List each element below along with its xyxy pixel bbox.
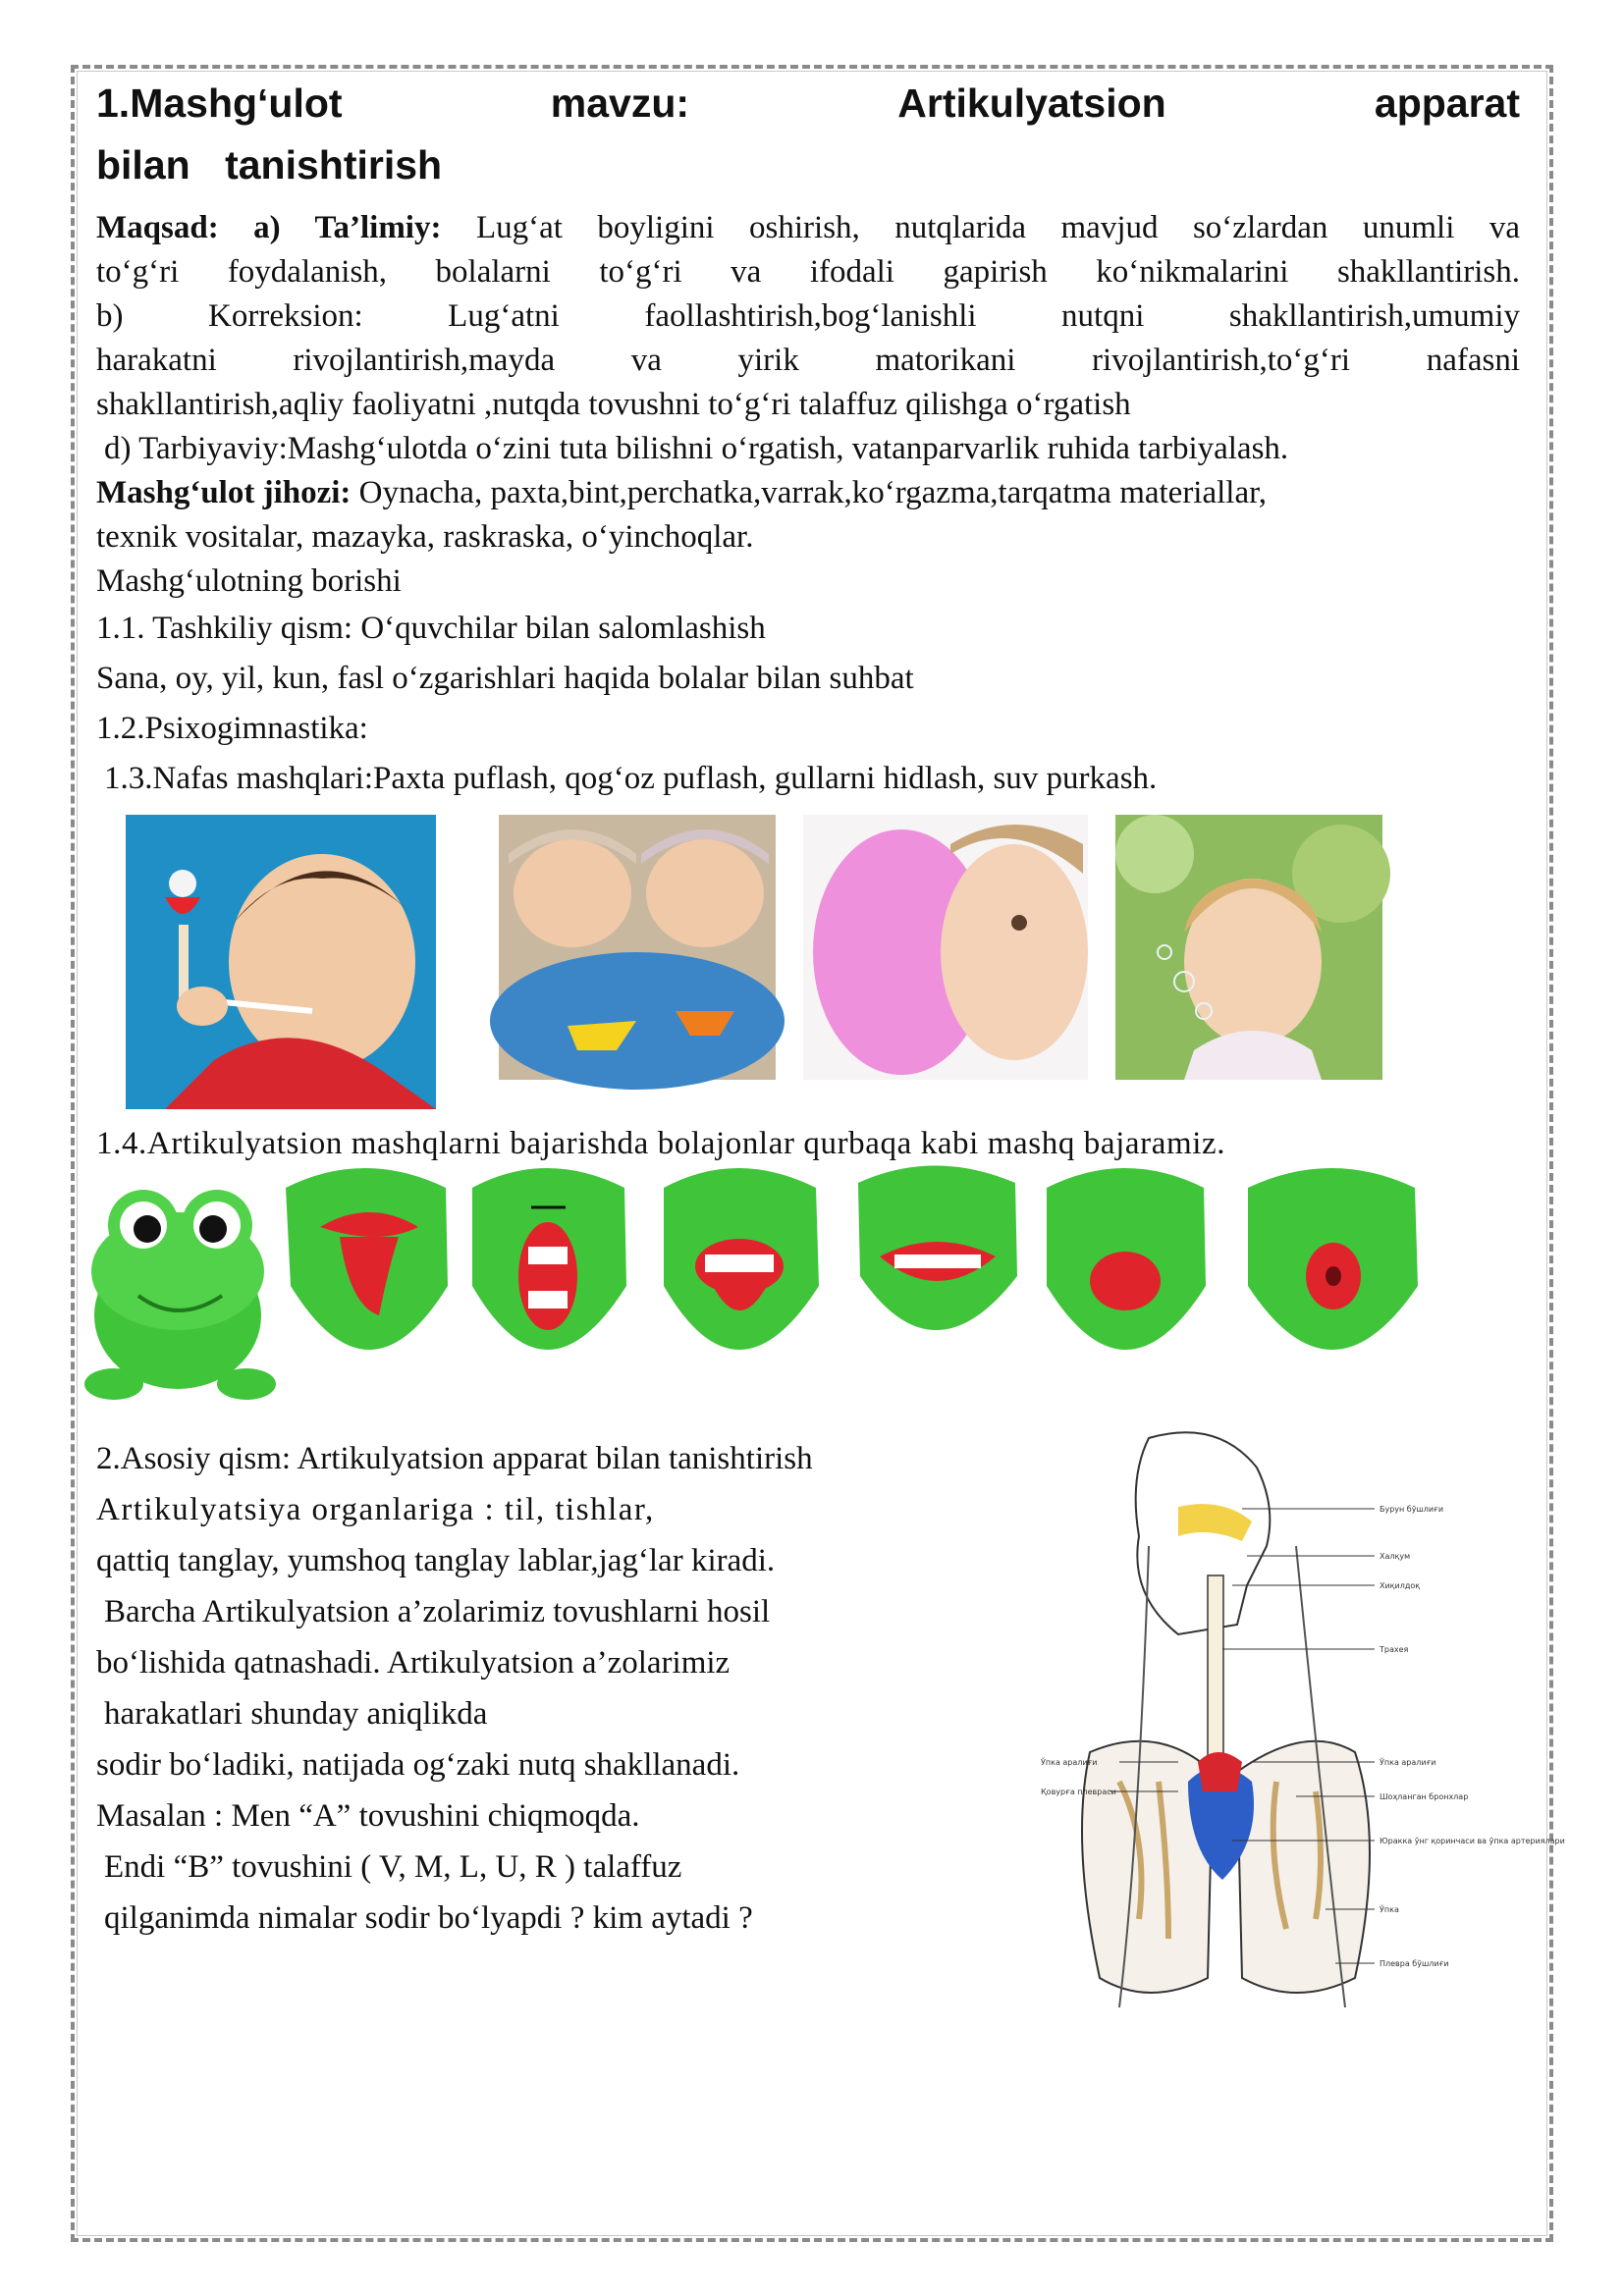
goal-text: Lug‘at boyligini oshirish, nutqlarida mavjud so‘zlardan unumli va [475,210,1520,245]
main-line: Barcha Artikulyatsion a’zolarimiz tovushlarni hosil [104,1594,771,1629]
diagram-label: Ўпка аралиғи [1380,1758,1436,1767]
exercise-card-open-mouth [472,1168,626,1350]
title-row-2 [96,134,1520,196]
breathing-photos [126,815,1392,1109]
main-line: harakatlari shunday aniqlikda [104,1696,488,1732]
main-line: sodir bo‘ladiki, natijada og‘zaki nutq shakllanadi. [96,1747,740,1783]
goal-talimiy-line [96,206,1520,250]
articulation-exercise-strip [84,1168,1518,1409]
goal-korreksion-line: harakatni rivojlantirish,mayda va yirik matorikani rivojlantirish,to‘g‘ri nafasni [96,343,1520,378]
step-1-3: 1.3.Nafas mashqlari:Paxta puflash, qog‘oz puflash, gullarni hidlash, suv purkash. [104,761,1158,796]
equipment-line: texnik vositalar, mazayka, raskraska, o‘yinchoqlar. [96,519,754,555]
goals-section [96,206,1520,804]
frog-icon [84,1190,276,1400]
main-heading: 2.Asosiy qism: Artikulyatsion apparat bilan tanishtirish [96,1441,813,1476]
diagram-label: Қовурға плевраси [1041,1788,1116,1796]
exercise-card-wide-smile [858,1166,1017,1331]
step-1-4: 1.4.Artikulyatsion mashqlarni bajarishda bolajonlar qurbaqa kabi mashq bajaramiz. [96,1126,1226,1161]
diagram-label: Плевра бўшлиғи [1380,1959,1449,1968]
goal-text-line: to‘g‘ri foydalanish, bolalarni to‘g‘ri va ifodali gapirish ko‘nikmalarini shakllantirish. [96,254,1520,290]
main-line: qattiq tanglay, yumshoq tanglay lablar,jag‘lar kiradi. [96,1543,776,1578]
title-word: tanishtirish [225,142,443,187]
topic-line: Sana, oy, yil, kun, fasl o‘zgarishlari haqida bolalar bilan suhbat [96,661,914,696]
diagram-label: Халқум [1380,1552,1411,1561]
diagram-label: Ўпка [1380,1905,1399,1914]
step-1-2: 1.2.Psixogimnastika: [96,711,368,746]
exercise-card-tongue [286,1168,448,1350]
goal-tarbiyaviy-line: d) Tarbiyaviy:Mashg‘ulotda o‘zini tuta bilishni o‘rgatish, vatanparvarlik ruhida tarbiyalash. [104,431,1289,466]
main-line: Endi “B” tovushini ( V, M, L, U, R ) talaffuz [104,1849,682,1885]
main-part-section [96,1433,980,1944]
goal-korreksion-line: shakllantirish,aqliy faoliyatni ,nutqda tovushni to‘g‘ri talaffuz qilishga o‘rgatish [96,387,1131,422]
main-line: Masalan : Men “A” tovushini chiqmoqda. [96,1798,640,1834]
photo-boy-blowing-ball [126,815,436,1109]
title-word: Artikulyatsion [897,80,1166,126]
procedure-heading: Mashg‘ulotning borishi [96,563,402,599]
title-word: bilan [96,142,190,187]
title-row-1 [96,73,1520,134]
goal-korreksion-line: b) Korreksion: Lug‘atni faollashtirish,bog‘lanishli nutqni shakllantirish,umumiy [96,298,1520,334]
main-line: bo‘lishida qatnashadi. Artikulyatsion a’zolarimiz [96,1645,731,1681]
diagram-label: Ўпка аралиғи [1041,1758,1098,1767]
diagram-label: Шоҳланган бронхлар [1380,1792,1469,1801]
main-line: Artikulyatsiya organlariga : til, tishlar, [96,1492,655,1527]
equipment-label: Mashg‘ulot jihozi: [96,475,352,510]
diagram-label: Трахея [1380,1645,1409,1654]
goal-label: Maqsad: a) Ta’limiy: [96,210,442,245]
diagram-label: Юракка ўнг қоринчаси ва ўпка артериялари [1380,1837,1565,1845]
exercise-card-small-o [1248,1168,1418,1350]
equipment-line [96,471,1520,515]
step-1-1: 1.1. Tashkiliy qism: O‘quvchilar bilan salomlashish [96,611,766,646]
respiratory-system-diagram [1031,1428,1565,2017]
equipment-text: Oynacha, paxta,bint,perchatka,varrak,ko‘rgazma,tarqatma materiallar, [358,475,1268,510]
title-word: 1.Mashg‘ulot [96,80,343,126]
title-word: mavzu: [550,80,690,126]
title-word: apparat [1374,80,1520,126]
photo-girl-soap-bubbles [1115,815,1382,1080]
document-content [96,73,1520,804]
diagram-label: Хиқилдоқ [1380,1581,1421,1590]
page-title [96,73,1520,196]
diagram-label: Бурун бўшлиғи [1380,1505,1444,1514]
exercise-card-smile-teeth [664,1168,819,1350]
photo-girls-paper-boats [499,815,776,1080]
exercise-card-pucker [1047,1168,1206,1350]
main-line: qilganimda nimalar sodir bo‘lyapdi ? kim aytadi ? [104,1900,753,1936]
photo-girl-bubble-gum [803,815,1088,1080]
